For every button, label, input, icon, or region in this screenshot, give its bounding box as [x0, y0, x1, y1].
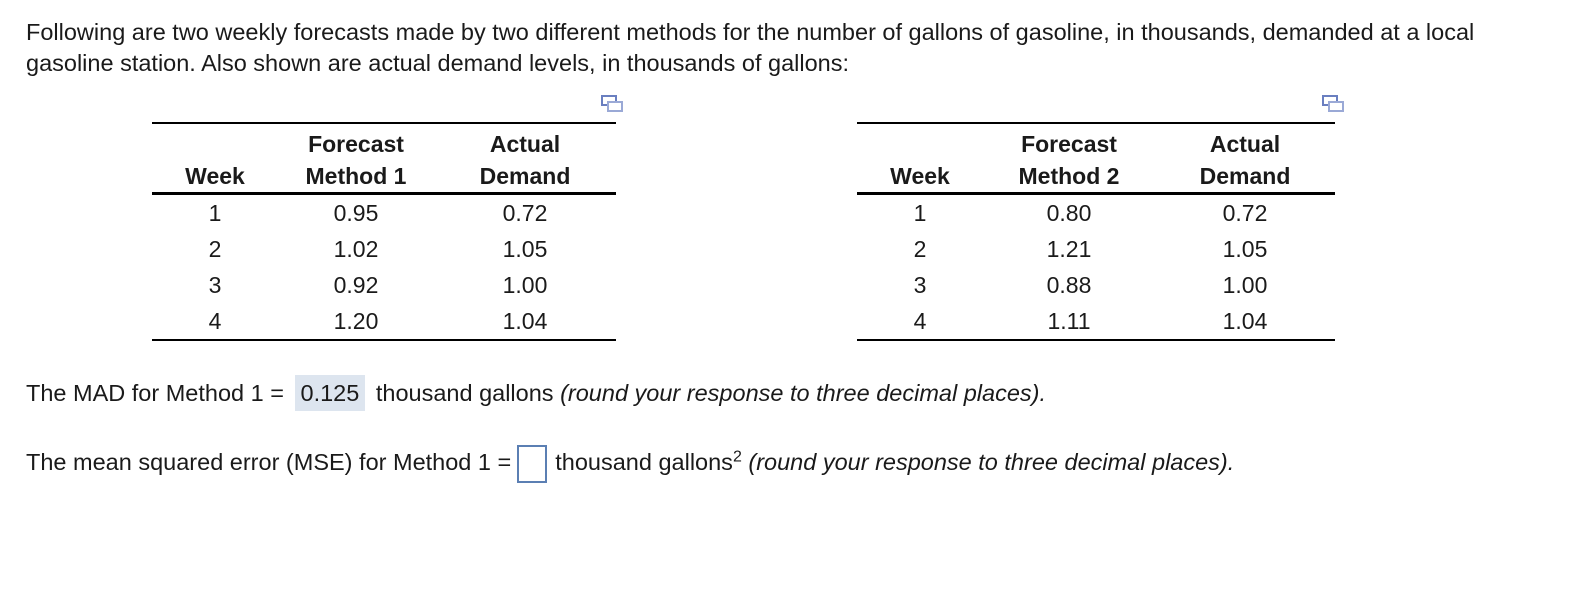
- question-mse-hint: (round your response to three decimal places).: [748, 449, 1235, 476]
- table-row: 1 0.95 0.72: [208, 200, 548, 226]
- header-demand: Demand: [1155, 160, 1335, 194]
- table-row: 4 1.11 1.04: [857, 303, 1335, 340]
- question-mad-hint: (round your response to three decimal places).: [560, 380, 1046, 406]
- header-method: Method 2: [983, 160, 1155, 194]
- header-actual: Actual: [434, 123, 616, 160]
- header-week: Week: [152, 160, 278, 194]
- question-mse: [26, 445, 1234, 483]
- header-week: Week: [857, 160, 983, 194]
- header-forecast: Forecast: [983, 123, 1155, 160]
- table-row: 1 0.80 0.72: [913, 200, 1268, 226]
- forecast-table-method-2: [857, 122, 1335, 341]
- header-actual: Actual: [1155, 123, 1335, 160]
- header-demand: Demand: [434, 160, 616, 194]
- forecast-table-method-1: [152, 122, 616, 341]
- question-mad: [26, 375, 1046, 411]
- copy-table-icon[interactable]: [601, 95, 623, 113]
- table-row: 3 0.88 1.00: [913, 272, 1268, 298]
- question-mad-unit: thousand gallons: [375, 380, 554, 406]
- mse-answer-input[interactable]: [517, 445, 547, 483]
- header-method: Method 1: [278, 160, 434, 194]
- header-forecast: Forecast: [278, 123, 434, 160]
- copy-table-icon[interactable]: [1322, 95, 1344, 113]
- question-mse-unit: thousand gallons: [555, 449, 733, 476]
- unit-exponent: 2: [732, 448, 742, 466]
- question-mad-prefix: The MAD for Method 1 =: [26, 380, 284, 406]
- table-row: 2 1.02 1.05: [208, 236, 548, 262]
- mad-answer: 0.125: [295, 375, 366, 411]
- table-row: 3 0.92 1.00: [208, 272, 548, 298]
- table-row: 4 1.20 1.04: [152, 303, 616, 340]
- problem-statement: Following are two weekly forecasts made by two different methods for the number of gallons of gasoline, in thousands, demanded at a local gasoline station. Also shown are actual demand levels, in thousands of gallons:: [26, 19, 1475, 76]
- table-row: 2 1.21 1.05: [913, 236, 1268, 262]
- question-mse-prefix: The mean squared error (MSE) for Method 1 =: [26, 449, 512, 476]
